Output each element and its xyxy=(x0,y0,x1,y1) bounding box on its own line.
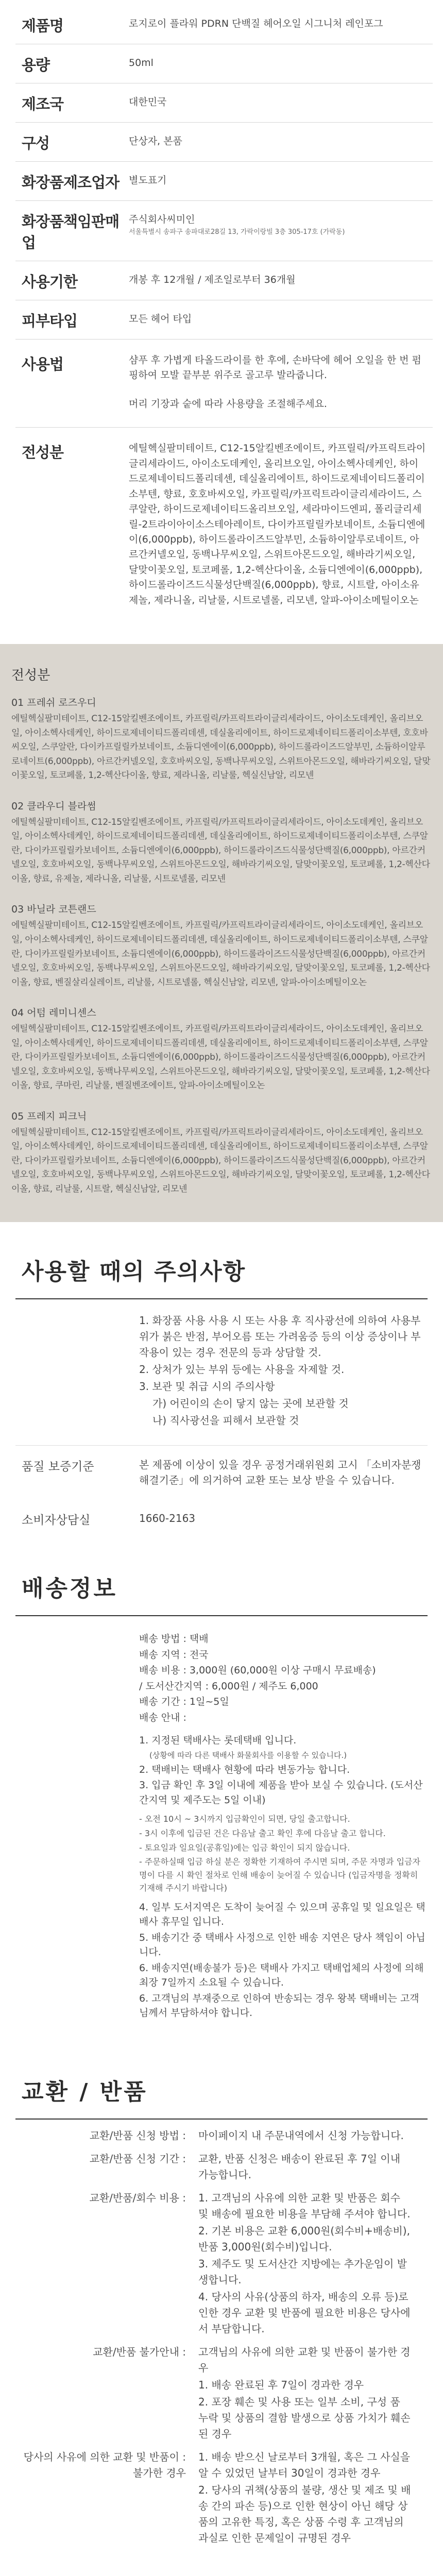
exchange-section xyxy=(0,2042,443,2571)
spec-label: 화장품책임판매업 xyxy=(22,213,120,251)
exchange-value xyxy=(198,2449,428,2547)
ingredient-name: 02 클라우디 블라썸 xyxy=(11,800,96,812)
spec-label: 사용법 xyxy=(22,355,64,373)
seller-name: 주식회사씨미인 xyxy=(129,214,195,225)
spec-label: 용량 xyxy=(22,56,50,74)
warranty-value: 본 제품에 이상이 있을 경우 공정거래위원회 고시 「소비자분쟁해결기준」에 의거하여 교환 또는 보상 받을 수 있습니다. xyxy=(139,1459,421,1487)
caution-line: 3. 보관 및 취급 시의 주의사항 xyxy=(139,1380,275,1393)
spec-value: 로지로이 플라워 PDRN 단백질 헤어오일 시그니처 레인포그 xyxy=(129,18,383,29)
ingredient-name: 04 어텀 레미니센스 xyxy=(11,1007,96,1019)
exchange-table xyxy=(15,2120,428,2571)
shipping-note: 2. 택배비는 택배사 현황에 따라 변동가능 합니다. xyxy=(139,1764,350,1775)
shipping-note: 1. 지정된 택배사는 롯데택배 입니다. xyxy=(139,1735,297,1747)
spec-label: 피부타입 xyxy=(22,312,78,330)
shipping-line: 배송 비용 : 3,000원 (60,000원 이상 구매시 무료배송) xyxy=(139,1665,376,1676)
exchange-value xyxy=(198,2190,428,2338)
exchange-value xyxy=(198,2344,428,2443)
exchange-line: 고객님의 사유에 의한 교환 및 반품이 불가한 경우 xyxy=(198,2345,411,2374)
shipping-note: - 토요일과 일요일(공휴일)에는 입금 확인이 되지 않습니다. xyxy=(139,1842,350,1853)
caution-title: 사용할 때의 주의사항 xyxy=(15,1222,428,1299)
shipping-note: - 오전 10시 ~ 3시까지 입금확인이 되면, 당일 출고합니다. xyxy=(139,1814,350,1824)
spec-row-volume xyxy=(15,44,433,83)
spec-label: 사용기한 xyxy=(22,273,78,291)
spec-row-usage xyxy=(15,340,433,428)
spec-label: 구성 xyxy=(22,134,50,152)
ingredient-block xyxy=(11,1109,432,1197)
ingredient-name: 03 바닐라 코튼랜드 xyxy=(11,904,96,916)
spec-value xyxy=(129,201,433,261)
spec-value: 50ml xyxy=(129,57,154,69)
shipping-subnotes xyxy=(139,1812,428,1895)
exchange-row xyxy=(15,2341,428,2446)
ingredient-block xyxy=(11,1005,432,1093)
caution-line: 1. 화장품 사용 사용 시 또는 사용 후 직사광선에 의하여 사용부위가 붉은 반점, 부어오름 또는 가려움증 등의 이상 증상이나 부작용이 있는 경우 전문의 등과 상담할 것. xyxy=(139,1314,421,1359)
caution-line: 2. 상처가 있는 부위 등에는 사용을 자제할 것. xyxy=(139,1363,345,1376)
shipping-content xyxy=(139,1616,428,2042)
seller-address: 서울특별시 송파구 송파대로28길 13, 가락이랑빌 3층 305-17호 (가락동) xyxy=(129,228,345,236)
exchange-label: 교환/반품/회수 비용 : xyxy=(89,2191,186,2204)
spec-value: 단상자, 본품 xyxy=(129,135,182,147)
spec-row-country xyxy=(15,83,433,123)
exchange-line: 1. 고객님의 사유에 의한 교환 및 반품은 회수 및 배송에 필요한 비용을 부담해 주셔야 합니다. xyxy=(198,2191,411,2220)
caution-content xyxy=(15,1299,428,1445)
spec-row-composition xyxy=(15,123,433,162)
exchange-line: 3. 제주도 및 도서산간 지방에는 추가운임이 발생합니다. xyxy=(198,2257,407,2286)
exchange-row xyxy=(15,2446,428,2550)
shipping-note: 6. 배송지연(배송불가 등)은 택배사 가지고 택배업체의 사정에 의해 최장 7일까지 소요될 수 있습니다. xyxy=(139,1962,424,1989)
spec-row-manufacturer xyxy=(15,162,433,201)
consumer-row xyxy=(15,1499,428,1539)
caution-line: 가) 어린이의 손이 닿지 않는 곳에 보관할 것 xyxy=(152,1397,349,1410)
consumer-value: 1660-2163 xyxy=(139,1512,196,1525)
exchange-row xyxy=(15,2148,428,2187)
ingredient-text: 에틸헥실팔미테이트, C12-15알킬벤조에이트, 카프릴릭/카프릭트라이글리세라이드, 아이소도데케인, 올리브오일, 아이소헥사데케인, 하이드로제네이티드폴리데센, 데실올리에이트, 하이드로제네이티드폴리이소부텐, 스쿠알란, 다이카프릴릴카보네이트, 소듐디엔에이(6,000ppb), 하이드롤라이즈드식물성단백질(6,000ppb), 아르간커넬오일, 호호바씨오일, 동백나무씨오일, 스위트아몬드오일, 해바라기씨오일, 달맞이꽃오일, 토코페롤, 1,2-헥산다이올, 향료, 쿠마린, 리날룰, 벤질벤조에이트, 알파-아이소메틸이오논 xyxy=(11,1024,430,1091)
exchange-value xyxy=(198,2128,428,2145)
exchange-row xyxy=(15,2125,428,2148)
shipping-line: 배송 지역 : 전국 xyxy=(139,1649,209,1660)
spec-row-ingredients xyxy=(15,428,433,623)
shipping-note: 4. 일부 도서지역은 도착이 늦어질 수 있으며 공휴일 및 일요일은 택배사 휴무일 입니다. xyxy=(139,1901,425,1928)
shipping-line: 배송 기간 : 1일~5일 xyxy=(139,1696,229,1708)
warranty-label: 품질 보증기준 xyxy=(22,1460,94,1474)
spec-value xyxy=(129,340,433,427)
exchange-label: 교환/반품 신청 기간 : xyxy=(89,2152,186,2165)
consumer-label: 소비자상담실 xyxy=(22,1514,91,1528)
caution-list xyxy=(139,1313,428,1429)
shipping-note: 6. 고객님의 부재중으로 인하여 반송되는 경우 왕복 택배비는 고객님께서 부담하셔야 합니다. xyxy=(139,1992,419,2019)
shipping-note: 5. 배송기간 중 택배사 사정으로 인한 배송 지연은 당사 책임이 아닙니다. xyxy=(139,1931,425,1958)
ingredient-text: 에틸헥실팔미테이트, C12-15알킬벤조에이트, 카프릴릭/카프릭트라이글리세라이드, 아이소도데케인, 올리브오일, 아이소헥사데케인, 하이드로제네이티드폴리데센, 데실올리에이트, 하이드로제네이티드폴리이소부텐, 스쿠알란, 다이카프릴릴카보네이트, 소듐디엔에이(6,000ppb), 하이드롤라이즈드식물성단백질(6,000ppb), 아르간커넬오일, 호호바씨오일, 동백나무씨오일, 스위트아몬드오일, 해바라기씨오일, 달맞이꽃오일, 토코페롤, 1,2-헥산다이올, 향료, 벤질살리실레이트, 리날룰, 시트로넬롤, 헥실신남알, 리모넨, 알파-아이소메틸이오논 xyxy=(11,920,430,988)
spec-row-seller xyxy=(15,201,433,261)
ingredient-name: 01 프레쉬 로즈우디 xyxy=(11,697,96,709)
spec-label: 화장품제조업자 xyxy=(22,174,120,191)
exchange-line: 교환, 반품 신청은 배송이 완료된 후 7일 이내 가능합니다. xyxy=(198,2152,401,2181)
exchange-line: 2. 당사의 귀책(상품의 불량, 생산 및 제조 및 배송 간의 파손 등)으로 인한 현상이 아닌 해당 상품의 고유한 특징, 혹은 상품 수령 후 고객님의 과실로 인한 문제일이 규명된 경우 xyxy=(198,2483,411,2544)
exchange-label: 교환/반품 신청 방법 : xyxy=(89,2129,186,2142)
ingredient-name: 05 프레지 피크닉 xyxy=(11,1110,87,1122)
spec-value: 별도표기 xyxy=(129,175,167,186)
spec-label: 전성분 xyxy=(22,444,64,462)
spec-label: 제품명 xyxy=(22,17,64,35)
shipping-line: 배송 안내 : xyxy=(139,1711,186,1723)
caution-line: 나) 직사광선을 피해서 보관할 것 xyxy=(152,1414,299,1427)
ingredient-text: 에틸헥실팔미테이트, C12-15알킬벤조에이트, 카프릴릭/카프릭트라이글리세라이드, 아이소도데케인, 올리브오일, 아이소헥사데케인, 하이드로제네이티드폴리데센, 데실올리에이트, 하이드로제네이티드폴리이소부텐, 스쿠알란, 다이카프릴릴카보네이트, 소듐디엔에이(6,000ppb), 하이드롤라이즈드식물성단백질(6,000ppb), 아르간커넬오일, 호호바씨오일, 동백나무씨오일, 스위트아몬드오일, 해바라기씨오일, 달맞이꽃오일, 토코페롤, 1,2-헥산다이올, 향료, 유제놀, 제라니올, 리날룰, 시트로넬롤, 리모넨 xyxy=(11,817,430,884)
spec-row-skin-type xyxy=(15,300,433,340)
ingredients-box xyxy=(0,644,443,1222)
shipping-title: 배송정보 xyxy=(15,1539,428,1616)
spec-label: 제조국 xyxy=(22,95,64,113)
spec-value: 에틸헥실팔미테이트, C12-15알킬벤조에이트, 카프릴릭/카프릭트라이글리세라이드, 아이소도데케인, 올리브오일, 아이소헥사데케인, 하이드로제네이티드폴리데센, 데실올리에이트, 하이드로제네이티드폴리이소부텐, 향료, 호호바씨오일, 카프릴릭/카프릭트라이글리세라이드, 스쿠알란, 하이드로제네이티드올리브오일, 세라마이드엔피, 폴리글리세릴-2트라이아이소스테아레이트, 다이카프릴릴카보네이트, 소듐디엔에이(6,000ppb), 하이드롤라이즈드알부민, 소듐하이알루로네이트, 아르간커넬오일, 동백나무씨오일, 스위트아몬드오일, 해바라기씨오일, 달맞이꽃오일, 토코페롤, 1,2-헥산다이올, 소듐디엔에이(6,000ppb), 하이드롤라이즈드식물성단백질(6,000ppb), 향료, 시트랄, 아이소유제놀, 제라니올, 리날룰, 시트로넬롤, 리모넨, 알파-아이소메틸이오논 xyxy=(129,443,426,606)
exchange-label: 당사의 사유에 의한 교환 및 반품이 : 불가한 경우 xyxy=(23,2450,186,2479)
shipping-note: - 3시 이후에 입금된 건은 다음날 출고 확인 후에 다음날 출고 합니다. xyxy=(139,1828,386,1838)
shipping-line: 배송 방법 : 택배 xyxy=(139,1633,209,1645)
caution-section xyxy=(0,1222,443,1539)
spec-value: 대한민국 xyxy=(129,96,167,108)
shipping-note: 3. 입금 확인 후 3일 이내에 제품을 받아 보실 수 있습니다. (도서산간지역 및 제주도는 5일 이내) xyxy=(139,1780,423,1806)
ingredient-block xyxy=(11,799,432,887)
exchange-line: 1. 배송 받으신 날로부터 3개월, 혹은 그 사실을 알 수 있었던 날부터 30일이 경과한 경우 xyxy=(198,2450,411,2479)
ingredient-text: 에틸헥실팔미테이트, C12-15알킬벤조에이트, 카프릴릭/카프릭트라이글리세라이드, 아이소도데케인, 올리브오일, 아이소헥사데케인, 하이드로제네이티드폴리데센, 데실올리에이트, 하이드로제네이티드폴리이소부텐, 호호바씨오일, 스쿠알란, 다이카프릴릴카보네이트, 소듐디엔에이(6,000ppb), 하이드롤라이즈드알부민, 소듐하이알루로네이트(6,000ppb), 아르간커넬오일, 호호바씨오일, 동백나무씨오일, 스위트아몬드오일, 해바라기씨오일, 달맞이꽃오일, 토코페롤, 1,2-헥산다이올, 향료, 제라니올, 리날룰, 헥실신남알, 리모넨 xyxy=(11,714,431,781)
usage-note: 머리 기장과 숱에 따라 사용량을 조절해주세요. xyxy=(129,398,327,410)
spec-value: 개봉 후 12개월 / 제조일로부터 36개월 xyxy=(129,274,296,285)
shipping-line: / 도서산간지역 : 6,000원 / 제주도 6,000 xyxy=(139,1680,318,1692)
usage-text: 샴푸 후 가볍게 타올드라이를 한 후에, 손바닥에 헤어 오일을 한 번 펌핑하여 모발 끝부분 위주로 골고루 발라줍니다. xyxy=(129,354,422,381)
spec-row-expiry xyxy=(15,261,433,300)
shipping-note: (상황에 따라 다른 택배사 화물회사를 이용할 수 있습니다.) xyxy=(149,1750,347,1760)
exchange-line: 2. 포장 훼손 및 사용 또는 일부 소비, 구성 품 누락 및 상품의 결함 발생으로 상품 가치가 훼손된 경우 xyxy=(198,2395,411,2440)
ingredient-block xyxy=(11,695,432,783)
spec-table xyxy=(0,0,443,623)
exchange-label: 교환/반품 불가안내 : xyxy=(93,2345,186,2358)
warranty-row xyxy=(15,1445,428,1499)
exchange-line: 2. 기본 비용은 교환 6,000원(회수비+배송비), 반품 3,000원(회수비)입니다. xyxy=(198,2224,410,2253)
ingredient-text: 에틸헥실팔미테이트, C12-15알킬벤조에이트, 카프릴릭/카프릭트라이글리세라이드, 아이소도데케인, 올리브오일, 아이소헥사데케인, 하이드로제네이티드폴리데센, 데실올리에이트, 하이드로제네이티드폴리이소부텐, 스쿠알란, 다이카프릴릴카보네이트, 소듐디엔에이(6,000ppb), 하이드롤라이즈드식물성단백질(6,000ppb), 아르간커넬오일, 호호바씨오일, 동백나무씨오일, 스위트아몬드오일, 해바라기씨오일, 달맞이꽃오일, 토코페롤, 1,2-헥산다이올, 향료, 리날룰, 시트랄, 헥실신남알, 리모넨 xyxy=(11,1127,430,1194)
exchange-row xyxy=(15,2187,428,2341)
shipping-section xyxy=(0,1539,443,2042)
ingredient-block xyxy=(11,902,432,990)
exchange-line: 마이페이지 내 주문내역에서 신청 가능합니다. xyxy=(198,2129,404,2142)
ingredients-title: 전성분 xyxy=(11,668,50,684)
spec-row-name xyxy=(15,5,433,44)
exchange-title: 교환 / 반품 xyxy=(15,2042,428,2120)
exchange-value xyxy=(198,2151,428,2184)
spec-value: 모든 헤어 타입 xyxy=(129,313,192,325)
shipping-note: - 주문하실때 입금 하실 분은 정확한 기재하여 주시면 되며, 주문 자명과 입금자명이 다를 시 확인 절차로 인해 배송이 늦어질 수 있습니다 (입금자명을 정확히 기재해 주시기 바랍니다) xyxy=(139,1857,420,1893)
exchange-line: 1. 배송 완료된 후 7일이 경과한 경우 xyxy=(198,2378,364,2391)
exchange-line: 4. 당사의 사유(상품의 하자, 배송의 오류 등)로 인한 경우 교환 및 반품에 필요한 비용은 당사에서 부담합니다. xyxy=(198,2290,411,2335)
